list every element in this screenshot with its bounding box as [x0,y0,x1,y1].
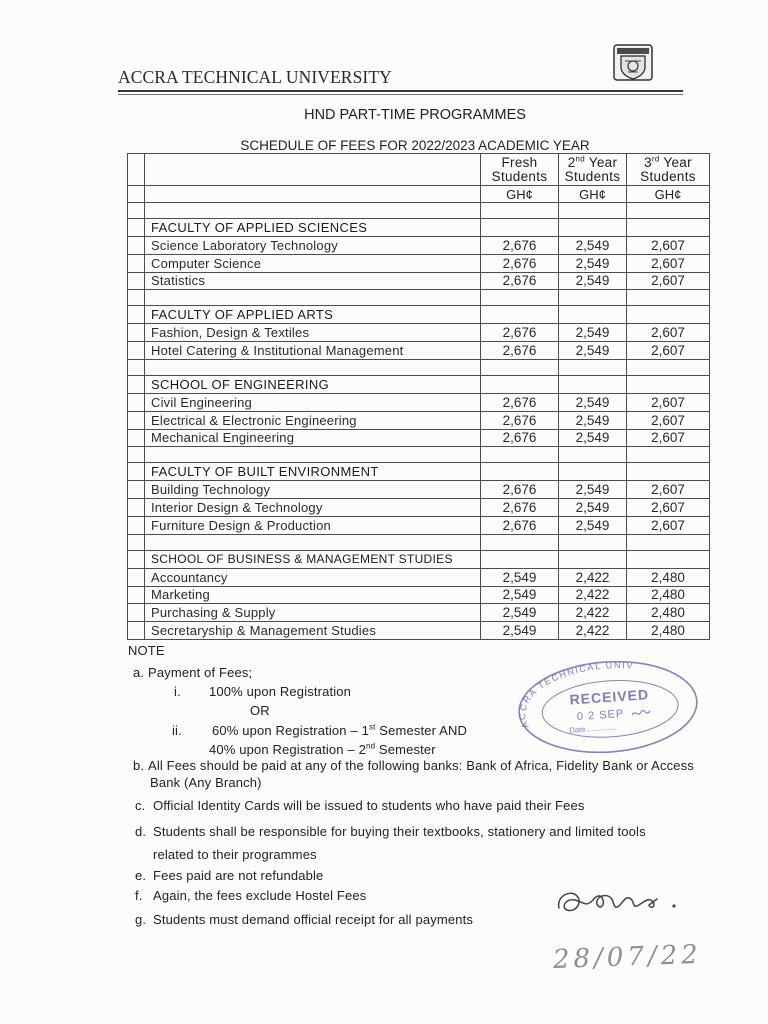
ordinal-suffix: nd [365,741,376,751]
second-year-fee [559,237,627,254]
empty-cell [128,186,145,202]
second-year-fee [559,622,627,639]
note-b-continued: Bank (Any Branch) [150,775,262,790]
third-year-fee-text: 2,607 [651,482,685,498]
empty-cell [128,154,145,185]
section-heading-text: SCHOOL OF BUSINESS & MANAGEMENT STUDIES [151,552,453,567]
second-year-fee-text: 2,422 [575,587,610,603]
programme-name [145,517,481,534]
empty-cell [128,587,145,604]
second-year-fee-text: 2,549 [575,394,610,410]
third-year-fee-text: 2,607 [651,500,685,516]
programme-row [128,481,710,499]
note-label: b. [133,758,145,773]
empty-cell [128,324,145,341]
fresh-students-fee [481,255,559,272]
section-heading-row [128,551,710,569]
fresh-students-fee-text: 2,676 [502,237,537,253]
fresh-students-fee [481,273,559,290]
spacer-row [128,203,710,219]
empty-cell [128,376,145,393]
third-year-fee-text: 2,607 [651,412,685,428]
note-g [135,912,473,928]
note-text: 60% upon Registration – 1 [212,723,369,738]
third-year-fee-text: 2,607 [651,325,685,341]
empty-cell [559,535,627,550]
empty-cell [559,551,627,568]
empty-cell [481,219,559,236]
programme-name [145,499,481,516]
fresh-students-fee [481,499,559,516]
note-text: Again, the fees exclude Hostel Fees [153,888,367,903]
programme-name [145,324,481,341]
third-year-header [627,154,710,185]
empty-cell [145,186,481,202]
empty-cell [145,290,481,305]
empty-cell [145,447,481,462]
empty-cell [128,604,145,621]
ordinal-word: Year [659,154,692,170]
second-year-fee [559,587,627,604]
empty-cell [627,290,710,305]
third-year-fee-text: 2,607 [651,237,685,253]
second-year-header [559,154,627,185]
section-heading [145,306,481,323]
third-year-fee [627,255,710,272]
fresh-students-fee [481,622,559,639]
programme-row [128,587,710,605]
empty-cell [128,447,145,462]
spacer-row [128,360,710,376]
third-year-fee [627,324,710,341]
second-year-fee-text: 2,549 [575,430,610,446]
fresh-students-fee-text: 2,549 [502,623,537,639]
fee-schedule-table [127,153,710,640]
note-text: Students must demand official receipt for all payments [153,912,474,927]
second-year-fee-text: 2,422 [575,623,610,639]
programme-name [145,604,481,621]
note-e [135,868,323,884]
empty-cell [559,360,627,375]
empty-cell [128,203,145,218]
second-year-fee [559,412,627,429]
fee-table-body [128,203,710,640]
fresh-students-fee [481,569,559,586]
ordinal-suffix: rd [651,154,660,163]
third-year-fee [627,587,710,604]
second-year-fee-text: 2,549 [575,325,610,341]
fresh-students-fee-text: 2,676 [502,273,537,289]
empty-cell [481,203,559,218]
empty-cell [128,273,145,290]
payment-option-ii-line1 [212,723,467,739]
empty-cell [481,447,559,462]
fresh-students-fee [481,430,559,447]
programme-row [128,324,710,342]
ordinal-word: Year [585,154,618,170]
fresh-students-fee [481,604,559,621]
fresh-students-fee-text: 2,549 [502,605,537,621]
section-heading [145,463,481,480]
empty-cell [128,517,145,534]
section-heading-row [128,463,710,481]
empty-cell [128,430,145,447]
programme-row [128,622,710,640]
third-year-fee-text: 2,607 [651,394,685,410]
third-year-fee [627,394,710,411]
empty-cell [627,360,710,375]
programme-name-text: Computer Science [151,255,262,271]
note-text: Fees paid are not refundable [153,868,324,883]
fresh-students-fee [481,517,559,534]
empty-cell [128,306,145,323]
empty-cell [559,447,627,462]
third-year-fee-text: 2,480 [651,605,685,621]
empty-cell [559,290,627,305]
empty-cell [627,203,710,218]
third-year-fee-text: 2,480 [651,623,685,639]
fresh-students-fee [481,342,559,359]
empty-cell [481,376,559,393]
programme-name-text: Fashion, Design & Textiles [151,325,310,341]
second-year-fee [559,517,627,534]
third-year-fee [627,622,710,639]
second-year-fee-text: 2,549 [575,482,610,498]
section-heading-text: FACULTY OF APPLIED SCIENCES [151,220,368,235]
third-year-fee-text: 2,607 [651,517,685,533]
second-year-fee-text: 2,549 [575,500,610,516]
empty-cell [627,376,710,393]
third-year-fee [627,273,710,290]
empty-cell [627,551,710,568]
payment-option-ii-line2 [209,742,436,758]
third-year-fee [627,604,710,621]
stamp-date-label: Date............... [569,722,617,735]
fresh-students-fee [481,237,559,254]
stamp-arc-path-text: ACCRA TECHNICAL UNIV [517,660,635,730]
second-year-fee-text: 2,549 [575,273,610,289]
document-title: HND PART-TIME PROGRAMMES [304,107,526,123]
table-header-row [128,154,710,186]
programme-name-text: Marketing [151,587,210,603]
note-label: f. [135,888,143,903]
second-year-fee [559,324,627,341]
second-year-fee [559,569,627,586]
fresh-students-fee [481,587,559,604]
empty-cell [559,219,627,236]
third-year-fee [627,430,710,447]
note-f [135,888,366,904]
section-heading-text: FACULTY OF APPLIED ARTS [151,307,334,323]
column-header-line1 [644,156,692,170]
fresh-students-fee-text: 2,676 [502,517,537,533]
third-year-fee [627,342,710,359]
empty-cell [481,290,559,305]
fresh-students-fee-text: 2,676 [502,325,537,341]
second-year-fee [559,273,627,290]
programme-row [128,517,710,535]
second-year-fee-text: 2,549 [575,517,610,533]
empty-cell [128,255,145,272]
empty-cell [128,551,145,568]
programme-name [145,255,481,272]
second-year-fee [559,430,627,447]
fresh-students-fee-text: 2,549 [502,587,537,603]
stamp-date: 0 2 SEP [576,707,625,724]
notes-heading: NOTE [128,643,165,658]
empty-cell [627,535,710,550]
payment-option-or: OR [250,703,270,718]
spacer-row [128,290,710,306]
empty-cell [128,481,145,498]
section-heading-text: FACULTY OF BUILT ENVIRONMENT [151,464,379,480]
second-year-fee [559,255,627,272]
empty-cell [128,342,145,359]
programme-name [145,273,481,290]
programme-row [128,394,710,412]
programme-row [128,255,710,273]
programme-name-text: Civil Engineering [151,394,252,410]
empty-cell [128,394,145,411]
fresh-students-fee-text: 2,676 [502,394,537,410]
fresh-students-fee-text: 2,676 [502,343,537,359]
section-heading-row [128,376,710,394]
empty-cell [128,622,145,639]
third-year-fee-text: 2,607 [651,273,685,289]
empty-cell [481,535,559,550]
empty-cell [128,535,145,550]
empty-cell [481,306,559,323]
programme-name [145,587,481,604]
programme-row [128,237,710,255]
fresh-students-fee [481,481,559,498]
third-year-fee [627,237,710,254]
spacer-row [128,447,710,463]
ordinal-suffix: st [368,722,376,732]
empty-cell [559,203,627,218]
programme-name-text: Statistics [151,273,206,289]
empty-cell [128,463,145,480]
note-label: a. [133,665,145,680]
third-year-fee [627,412,710,429]
second-year-fee-text: 2,549 [575,255,610,271]
programme-name [145,342,481,359]
third-year-fee [627,517,710,534]
section-heading-row [128,306,710,324]
programme-name [145,569,481,586]
note-text: All Fees should be paid at any of the following banks: Bank of Africa, Fidelity Bank or Access [148,758,694,773]
note-b [133,758,694,774]
programme-row [128,499,710,517]
spacer-row [128,535,710,551]
note-a [133,665,252,681]
empty-cell [559,306,627,323]
received-stamp [512,655,704,760]
currency-label: GH¢ [627,186,710,202]
empty-cell [128,237,145,254]
fresh-students-fee-text: 2,676 [502,482,537,498]
empty-cell [128,499,145,516]
fresh-students-fee [481,394,559,411]
fresh-students-fee-text: 2,549 [502,569,537,585]
programme-name-text: Purchasing & Supply [151,605,276,621]
third-year-fee-text: 2,607 [651,430,685,446]
ordinal-number: 3 [644,154,652,170]
programme-name [145,412,481,429]
empty-cell [559,376,627,393]
fresh-students-fee [481,324,559,341]
section-heading [145,376,481,393]
empty-cell [145,203,481,218]
empty-cell [627,447,710,462]
programme-name-text: Hotel Catering & Institutional Management [151,343,404,359]
empty-cell [481,360,559,375]
letterhead-rule [118,90,683,92]
second-year-fee [559,342,627,359]
second-year-fee-text: 2,549 [575,237,610,253]
programme-name-text: Mechanical Engineering [151,430,295,446]
ordinal-suffix: nd [575,154,585,163]
note-text: Semester AND [375,723,468,738]
empty-cell [627,219,710,236]
empty-cell [559,463,627,480]
column-header-line2: Students [640,168,696,184]
programme-row [128,412,710,430]
empty-cell [145,360,481,375]
third-year-fee-text: 2,607 [651,255,685,271]
empty-cell [627,463,710,480]
fresh-students-header [481,154,559,185]
programme-name-text: Building Technology [151,482,271,498]
note-label: g. [135,912,147,927]
column-header-line1: Fresh [501,154,538,170]
note-c [135,798,585,814]
note-text: Payment of Fees; [148,665,253,680]
empty-cell [481,551,559,568]
column-header-line2: Students [564,168,621,184]
second-year-fee [559,499,627,516]
currency-label: GH¢ [481,186,559,202]
empty-cell [481,463,559,480]
payment-option-ii-label: ii. [172,723,182,738]
empty-cell [128,290,145,305]
programme-name [145,237,481,254]
column-header-line1 [568,156,618,170]
note-d [135,824,646,840]
third-year-fee-text: 2,480 [651,569,685,585]
fresh-students-fee-text: 2,676 [502,500,537,516]
programme-row [128,604,710,622]
note-d-continued: related to their programmes [153,847,317,862]
fresh-students-fee [481,412,559,429]
second-year-fee-text: 2,422 [575,605,610,621]
university-crest-icon [612,43,654,83]
university-name: ACCRA TECHNICAL UNIVERSITY [118,67,392,87]
empty-cell [128,360,145,375]
stamp-scribble [632,711,650,715]
second-year-fee [559,394,627,411]
note-text: Semester [375,742,436,757]
column-header-text [492,156,548,184]
programme-name-text: Accountancy [151,569,228,585]
note-text: 40% upon Registration – 2 [209,742,366,757]
document-subtitle: SCHEDULE OF FEES FOR 2022/2023 ACADEMIC YEAR [240,138,590,153]
programme-row [128,342,710,360]
programme-name-text: Secretaryship & Management Studies [151,623,377,639]
third-year-fee-text: 2,607 [651,343,685,359]
note-label: d. [135,824,147,839]
second-year-fee [559,481,627,498]
programme-name [145,430,481,447]
programme-name [145,481,481,498]
payment-option-i-label: i. [174,684,181,699]
second-year-fee-text: 2,422 [575,569,610,585]
second-year-fee-text: 2,549 [575,343,610,359]
currency-label: GH¢ [559,186,627,202]
empty-cell [128,219,145,236]
note-text: Official Identity Cards will be issued to students who have paid their Fees [153,798,585,813]
third-year-fee [627,481,710,498]
column-header-text [640,156,696,184]
note-text: Students shall be responsible for buying their textbooks, stationery and limited tools [153,824,646,839]
section-heading [145,219,481,236]
third-year-fee [627,569,710,586]
column-header-line2: Students [491,168,548,184]
stamp-status: RECEIVED [569,686,650,708]
fresh-students-fee-text: 2,676 [502,412,537,428]
programme-header-cell [145,154,481,185]
third-year-fee-text: 2,480 [651,587,685,603]
fresh-students-fee-text: 2,676 [502,430,537,446]
programme-name-text: Interior Design & Technology [151,500,323,516]
second-year-fee [559,604,627,621]
fresh-students-fee-text: 2,676 [502,255,537,271]
letterhead-rule-thin [118,94,683,95]
programme-name-text: Furniture Design & Production [151,517,331,533]
section-heading-text: SCHOOL OF ENGINEERING [151,376,330,392]
programme-name [145,394,481,411]
empty-cell [128,569,145,586]
currency-row [128,186,710,203]
programme-name [145,622,481,639]
handwritten-date: 28/07/22 [552,939,703,975]
section-heading [145,551,481,568]
programme-row [128,430,710,448]
third-year-fee [627,499,710,516]
programme-row [128,273,710,291]
note-label: c. [135,798,146,813]
empty-cell [145,535,481,550]
programme-name-text: Science Laboratory Technology [151,237,338,253]
empty-cell [128,412,145,429]
section-heading-row [128,219,710,237]
empty-cell [627,306,710,323]
ordinal-number: 2 [567,154,576,170]
handwritten-signature-icon [553,882,683,922]
programme-name-text: Electrical & Electronic Engineering [151,412,357,428]
column-header-text [565,156,621,184]
payment-option-i-text: 100% upon Registration [209,684,352,699]
programme-row [128,569,710,587]
second-year-fee-text: 2,549 [575,412,610,428]
note-label: e. [135,868,147,883]
